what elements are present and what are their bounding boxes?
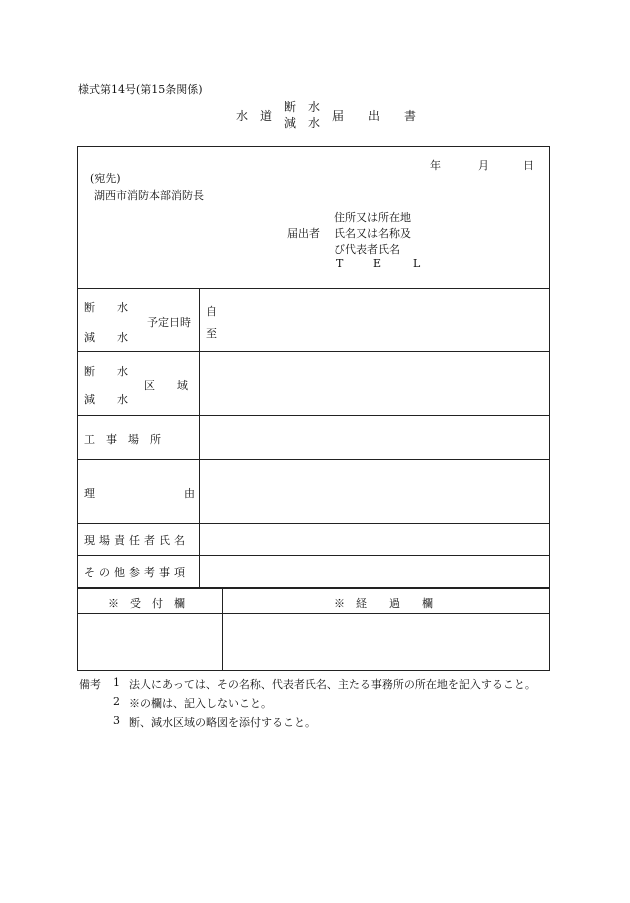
- note-text: ※の欄は、記入しないこと。: [129, 697, 272, 710]
- title-water-supply: 水 道: [236, 109, 273, 123]
- divider: [77, 351, 550, 352]
- schedule-from: 自: [206, 305, 217, 318]
- note-number: 2: [113, 695, 120, 708]
- schedule-shutoff: 断 水: [84, 301, 128, 314]
- note-number: 1: [113, 676, 120, 689]
- site-input[interactable]: [201, 417, 548, 458]
- title-shutoff: 断 水: [284, 100, 321, 114]
- reason-label-right: 由: [184, 487, 195, 500]
- divider: [77, 288, 550, 289]
- applicant-representative: び代表者氏名: [334, 243, 400, 256]
- divider: [77, 613, 550, 614]
- divider: [77, 555, 550, 556]
- divider: [77, 459, 550, 460]
- date-month: 月: [478, 159, 489, 172]
- divider: [77, 587, 550, 589]
- divider: [77, 415, 550, 416]
- schedule-reduction: 減 水: [84, 331, 128, 344]
- addressee-prefix: (宛先): [90, 172, 121, 185]
- reception-header: ※ 受 付 欄: [108, 597, 185, 610]
- area-input[interactable]: [201, 353, 548, 414]
- applicant-name: 氏名又は名称及: [334, 227, 411, 240]
- reason-input[interactable]: [201, 461, 548, 522]
- reason-label-left: 理: [84, 487, 95, 500]
- form-number: 様式第14号(第15条関係): [78, 83, 203, 96]
- applicant-label: 届出者: [287, 227, 320, 240]
- schedule-to: 至: [206, 327, 217, 340]
- note-text: 法人にあっては、その名称、代表者氏名、主たる事務所の所在地を記入すること。: [129, 678, 536, 691]
- title-reduction: 減 水: [284, 116, 321, 130]
- tel-l: L: [413, 257, 421, 270]
- note-number: 3: [113, 714, 120, 727]
- addressee-name: 湖西市消防本部消防長: [94, 189, 204, 202]
- area-shutoff: 断 水: [84, 365, 128, 378]
- tel-e: E: [373, 257, 382, 270]
- divider: [77, 523, 550, 524]
- area-reduction: 減 水: [84, 393, 128, 406]
- title-notification: 届 出 書: [332, 109, 417, 123]
- schedule-label: 予定日時: [147, 316, 191, 329]
- column-divider: [222, 588, 223, 671]
- other-input[interactable]: [201, 557, 548, 586]
- progress-header: ※ 経 過 欄: [334, 597, 433, 610]
- tel-t: T: [336, 257, 344, 270]
- note-text: 断、減水区域の略図を添付すること。: [129, 716, 316, 729]
- other-label: その他参考事項: [84, 566, 189, 579]
- column-divider: [199, 288, 200, 588]
- date-day: 日: [523, 159, 534, 172]
- area-label: 区 域: [144, 379, 188, 392]
- applicant-address: 住所又は所在地: [334, 211, 411, 224]
- site-label: 工 事 場 所: [84, 433, 161, 446]
- supervisor-input[interactable]: [201, 525, 548, 554]
- supervisor-label: 現場責任者氏名: [84, 534, 189, 547]
- date-year: 年: [430, 159, 441, 172]
- form-title: [0, 98, 630, 130]
- notes-label: 備考: [79, 678, 101, 691]
- schedule-input[interactable]: [220, 290, 548, 350]
